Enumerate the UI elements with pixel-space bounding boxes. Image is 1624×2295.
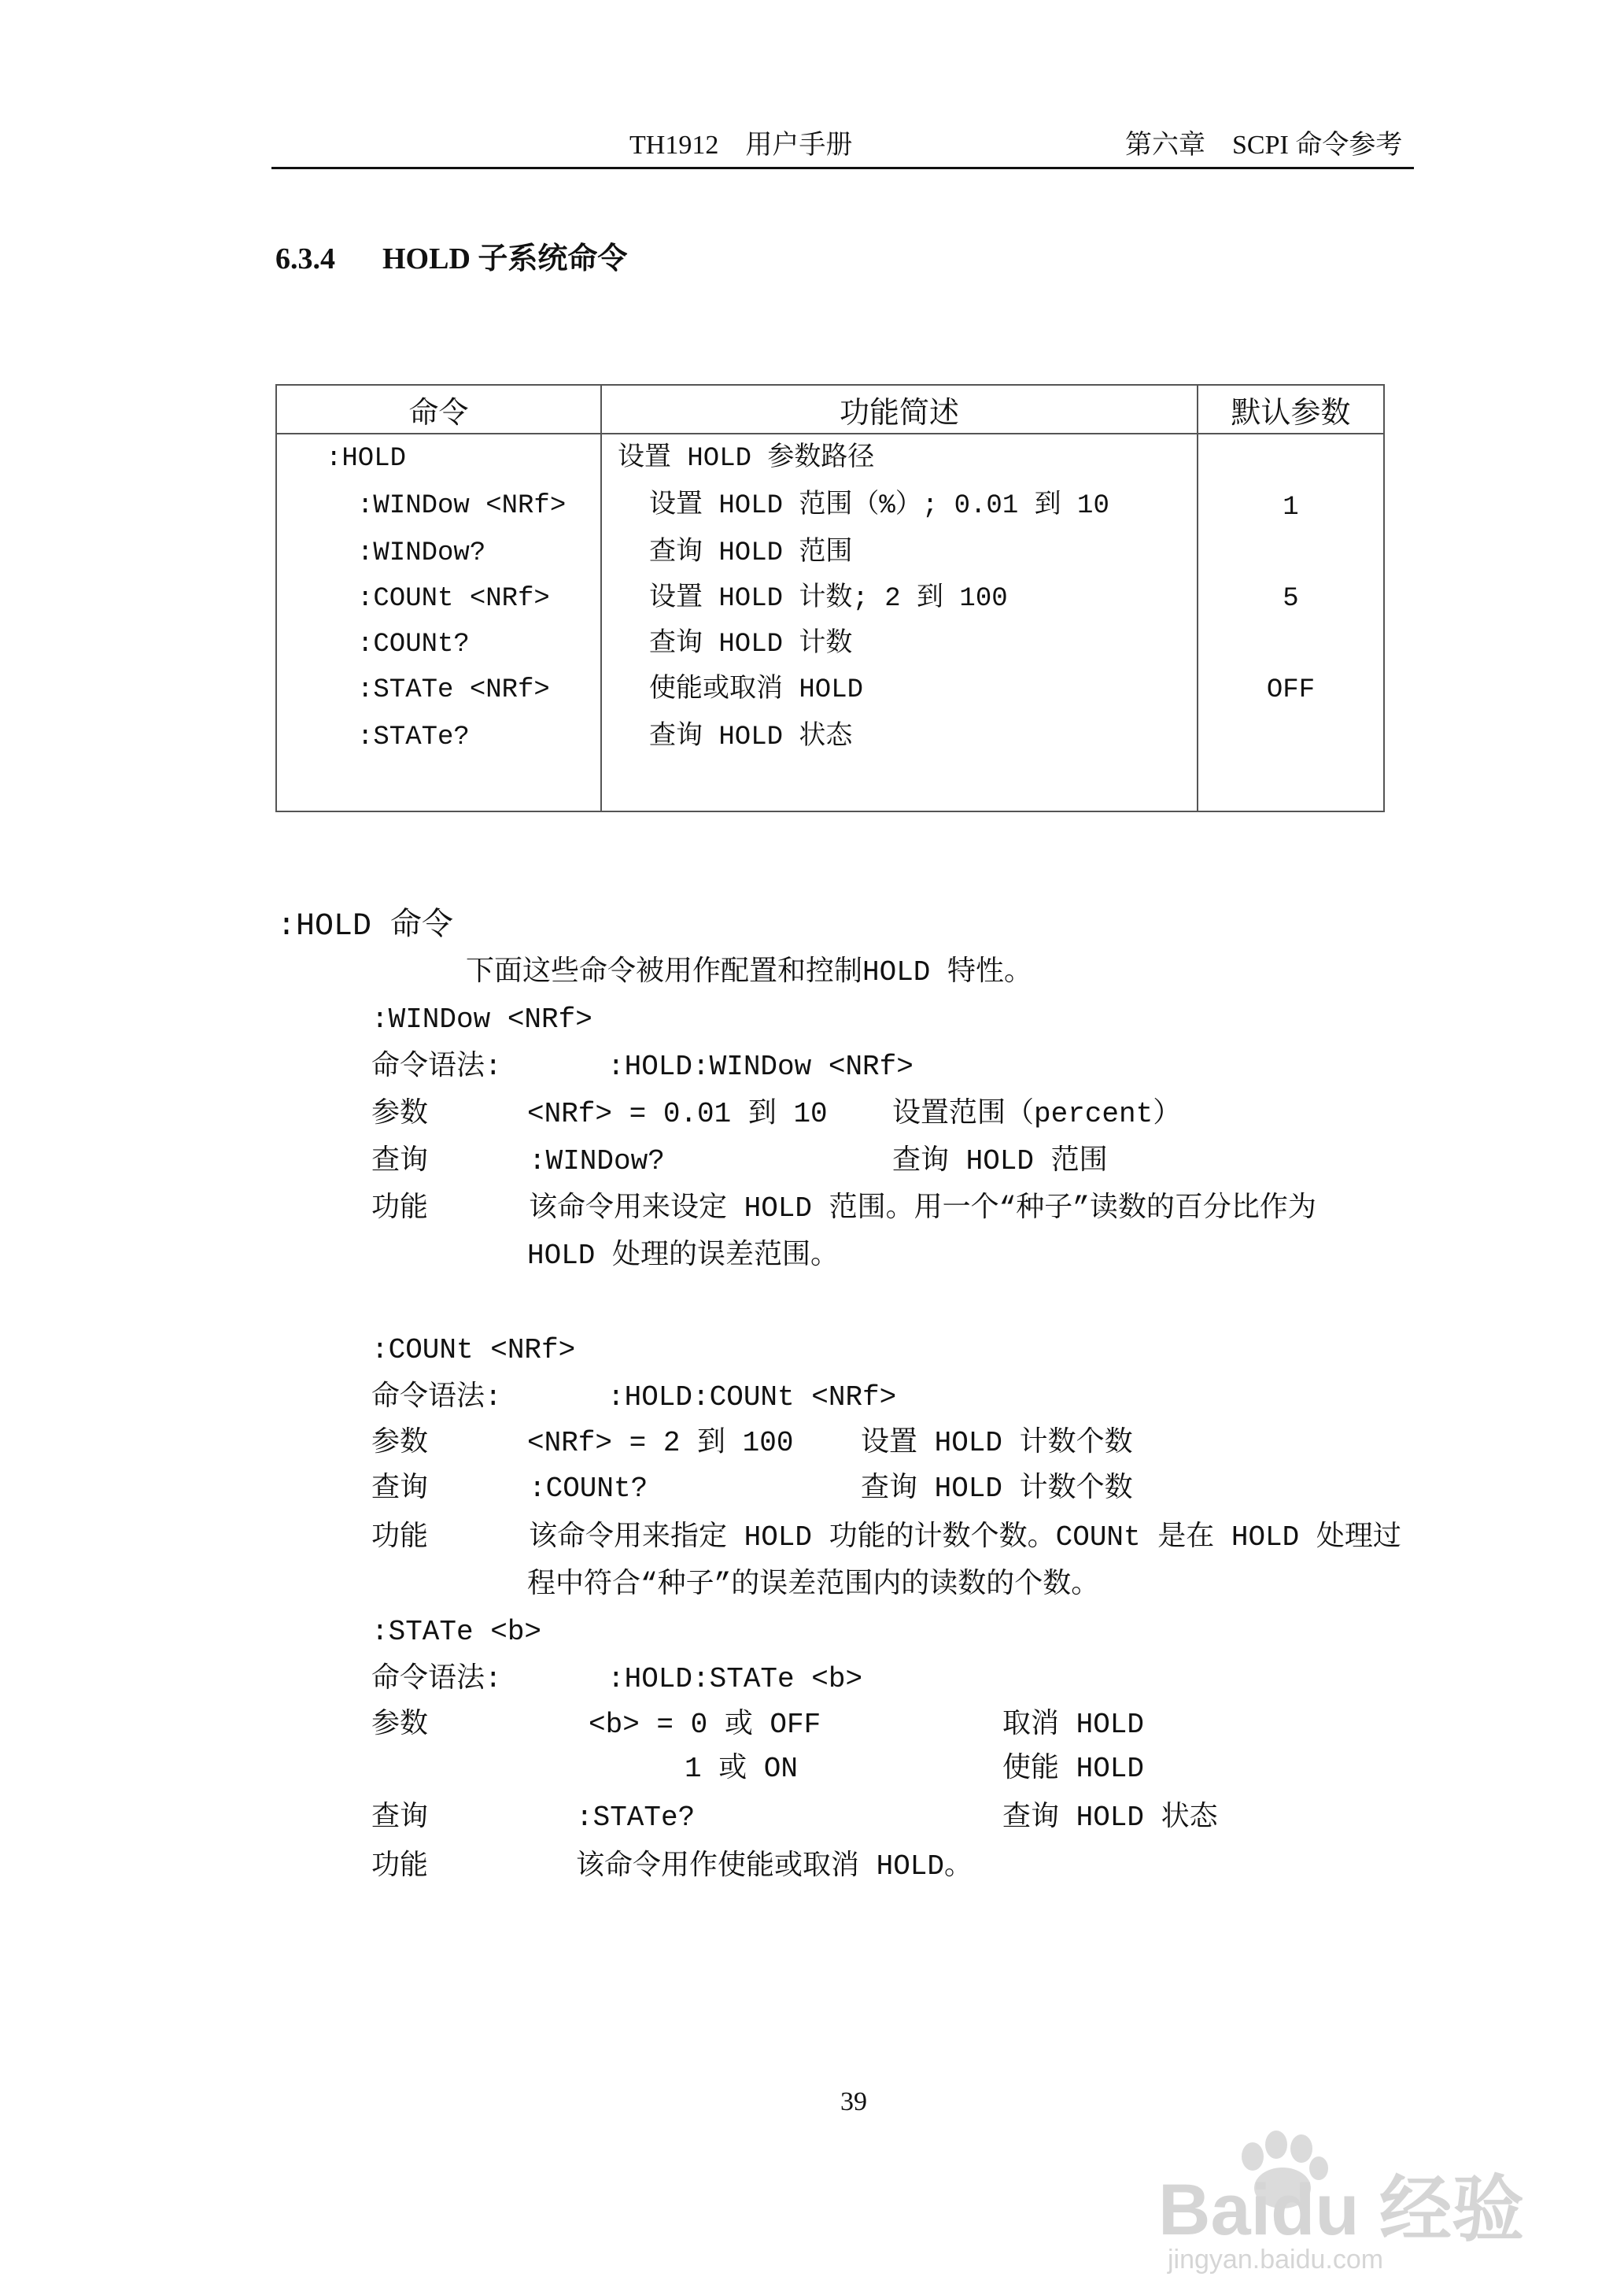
section-number: 6.3.4 [275,242,335,275]
table-header-row [276,385,1384,434]
table-cmd: :COUNt? [357,630,470,660]
hold-command-title: :HOLD 命令 [277,909,454,944]
header-rule [271,167,1414,169]
command-column [276,434,601,811]
count-query-desc: 查询 HOLD 计数个数 [861,1473,1133,1505]
state-param-label: 参数 [371,1709,429,1741]
column-header: 默认参数 [1198,385,1384,434]
state-param1-desc: 取消 HOLD [1002,1709,1145,1741]
window-param: <NRf> = 0.01 到 10 [527,1098,828,1130]
window-query-desc: 查询 HOLD 范围 [892,1145,1108,1177]
count-param-desc: 设置 HOLD 计数个数 [861,1427,1133,1459]
table-desc: 查询 HOLD 计数 [649,630,853,660]
command-table [275,384,1385,812]
header-left: TH1912 用户手册 [629,131,853,160]
table-default: 1 [1283,493,1299,523]
count-syntax: :HOLD:COUNt <NRf> [607,1381,897,1414]
window-func-label: 功能 [371,1192,429,1225]
table-desc: 使能或取消 HOLD [649,675,864,705]
state-query-desc: 查询 HOLD 状态 [1002,1802,1218,1834]
window-title: :WINDow <NRf> [371,1003,592,1036]
state-syntax: :HOLD:STATe <b> [607,1663,863,1695]
state-query-label: 查询 [371,1802,429,1834]
state-title: :STATe <b> [371,1616,542,1648]
window-query: :WINDow? [529,1145,665,1177]
header-right: 第六章 SCPI 命令参考 [1125,131,1403,160]
watermark-brand: Baidu 经验 [1158,2170,1525,2250]
table-desc: 设置 HOLD 范围（%）; 0.01 到 10 [649,491,1109,521]
count-func-line1: 该命令用来指定 HOLD 功能的计数个数。COUNt 是在 HOLD 处理过 [529,1521,1401,1554]
window-query-label: 查询 [371,1145,429,1177]
default-column [1198,434,1384,811]
state-func: 该命令用作使能或取消 HOLD。 [576,1850,973,1883]
count-func-line2: 程中符合“种子”的误差范围内的读数的个数。 [527,1569,1100,1601]
count-title: :COUNt <NRf> [371,1334,576,1366]
table-cmd: :STATe <NRf> [357,675,550,705]
description-column [601,434,1198,811]
window-func-line1: 该命令用来设定 HOLD 范围。用一个“种子”读数的百分比作为 [529,1192,1316,1225]
state-param1: <b> = 0 或 OFF [589,1709,821,1741]
column-header: 命令 [276,385,601,434]
count-syntax-label: 命令语法: [371,1381,502,1414]
table-cmd: :WINDow? [357,538,486,568]
hold-command-intro: 下面这些命令被用作配置和控制HOLD 特性。 [466,956,1033,989]
window-syntax: :HOLD:WINDow <NRf> [607,1051,914,1083]
table-desc: 查询 HOLD 状态 [649,722,853,752]
table-cmd: :COUNt <NRf> [357,584,550,614]
table-cmd: :WINDow <NRf> [357,491,567,521]
count-param-label: 参数 [371,1427,429,1459]
count-query-label: 查询 [371,1473,429,1505]
table-cmd: :HOLD [326,444,407,474]
state-param2-desc: 使能 HOLD [1002,1753,1145,1785]
count-query: :COUNt? [529,1473,648,1505]
table-desc: 查询 HOLD 范围 [649,538,853,568]
table-default: 5 [1283,584,1299,614]
state-param2: 1 或 ON [685,1753,799,1785]
table-body-row [276,434,1384,811]
section-title: HOLD 子系统命令 [382,242,628,275]
state-syntax-label: 命令语法: [371,1663,502,1695]
state-func-label: 功能 [371,1850,429,1883]
watermark-url: jingyan.baidu.com [1168,2245,1384,2275]
count-func-label: 功能 [371,1521,429,1554]
count-param: <NRf> = 2 到 100 [527,1427,794,1459]
window-param-label: 参数 [371,1098,429,1130]
table-desc: 设置 HOLD 计数; 2 到 100 [649,584,1008,614]
table-default: OFF [1266,675,1316,705]
window-param-desc: 设置范围（percent） [892,1098,1182,1130]
window-func-line2: HOLD 处理的误差范围。 [527,1240,840,1272]
table-desc: 设置 HOLD 参数路径 [618,444,875,474]
page-number: 39 [840,2087,867,2116]
watermark [1150,2101,1591,2275]
window-syntax-label: 命令语法: [371,1051,502,1083]
column-header: 功能简述 [601,385,1198,434]
state-query: :STATe? [576,1802,696,1834]
table-cmd: :STATe? [357,722,470,752]
